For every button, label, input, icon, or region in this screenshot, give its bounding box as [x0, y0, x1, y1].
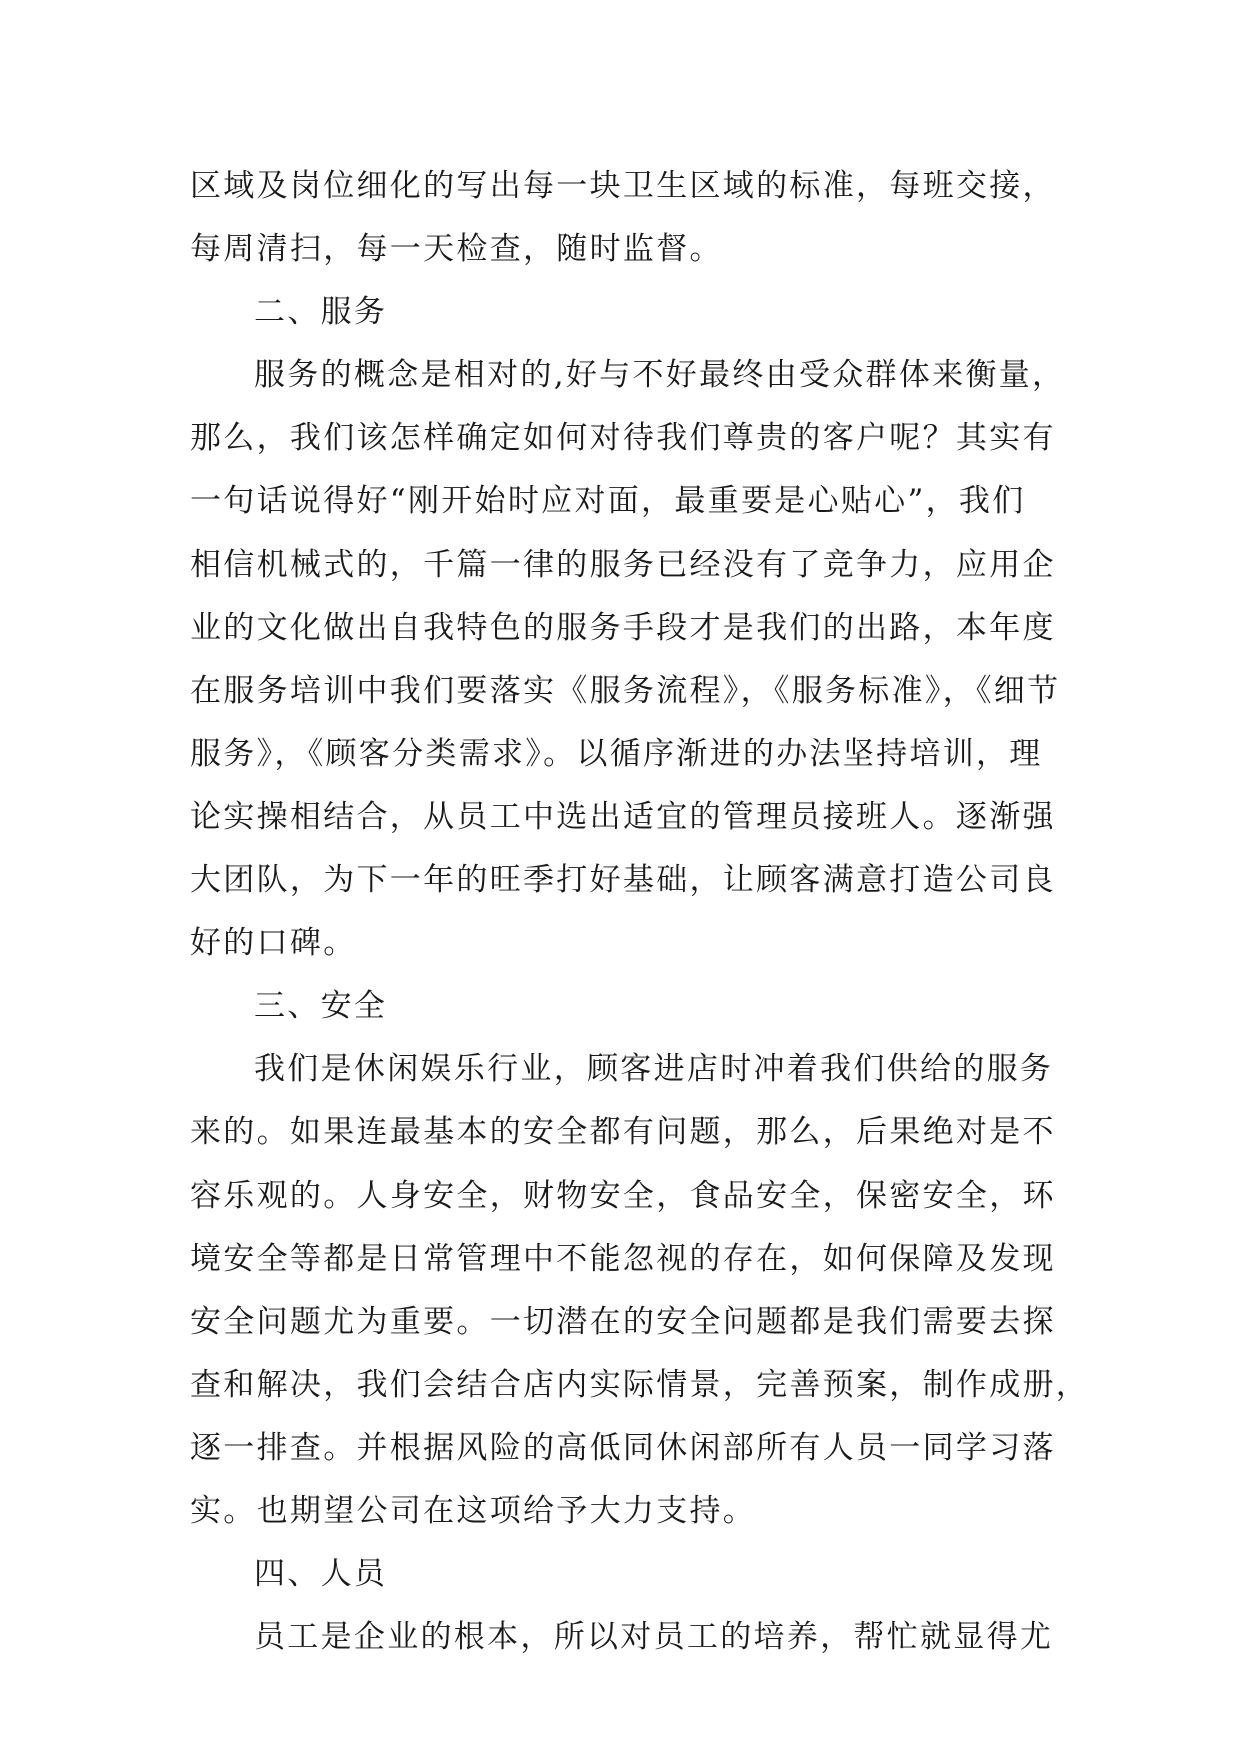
paragraph-line: 一句话说得好“刚开始时应对面，最重要是心贴心”，我们 [190, 483, 1026, 520]
paragraph-line: 境安全等都是日常管理中不能忽视的存在，如何保障及发现 [190, 1240, 1056, 1277]
section-heading: 四、人员 [254, 1556, 388, 1593]
section-heading: 二、服务 [254, 294, 388, 331]
paragraph-line: 我们是休闲娱乐行业，顾客进店时冲着我们供给的服务 [254, 1051, 1054, 1088]
paragraph-line: 逐一排查。并根据风险的高低同休闲部所有人员一同学习落 [190, 1429, 1056, 1466]
paragraph-line: 来的。如果连最基本的安全都有问题，那么，后果绝对是不 [190, 1114, 1056, 1151]
paragraph-line: 查和解决，我们会结合店内实际情景，完善预案，制作成册， [190, 1366, 1090, 1403]
paragraph-line: 每周清扫，每一天检查，随时监督。 [190, 231, 723, 268]
section-heading: 三、安全 [254, 988, 388, 1025]
paragraph-line: 那么，我们该怎样确定如何对待我们尊贵的客户呢？其实有 [190, 420, 1056, 457]
paragraph-line: 安全问题尤为重要。一切潜在的安全问题都是我们需要去探 [190, 1303, 1056, 1340]
paragraph-line: 相信机械式的，千篇一律的服务已经没有了竞争力，应用企 [190, 546, 1056, 583]
paragraph-line: 服务》，《顾客分类需求》。以循序渐进的办法坚持培训，理 [190, 735, 1043, 772]
paragraph-line: 实。也期望公司在这项给予大力支持。 [190, 1492, 757, 1529]
paragraph-line: 在服务培训中我们要落实《服务流程》，《服务标准》，《细节 [190, 672, 1061, 709]
paragraph-line: 业的文化做出自我特色的服务手段才是我们的出路，本年度 [190, 609, 1056, 646]
paragraph-line: 大团队，为下一年的旺季打好基础，让顾客满意打造公司良 [190, 862, 1056, 899]
paragraph-line: 好的口碑。 [190, 925, 357, 962]
paragraph-line: 员工是企业的根本，所以对员工的培养，帮忙就显得尤 [254, 1619, 1054, 1656]
paragraph-line: 论实操相结合，从员工中选出适宜的管理员接班人。逐渐强 [190, 798, 1056, 835]
document-body [190, 155, 1090, 1669]
paragraph-line: 服务的概念是相对的,好与不好最终由受众群体来衡量， [254, 357, 1066, 394]
paragraph-line: 容乐观的。人身安全，财物安全，食品安全，保密安全，环 [190, 1177, 1056, 1214]
paragraph-line: 区域及岗位细化的写出每一块卫生区域的标准，每班交接， [190, 168, 1056, 204]
